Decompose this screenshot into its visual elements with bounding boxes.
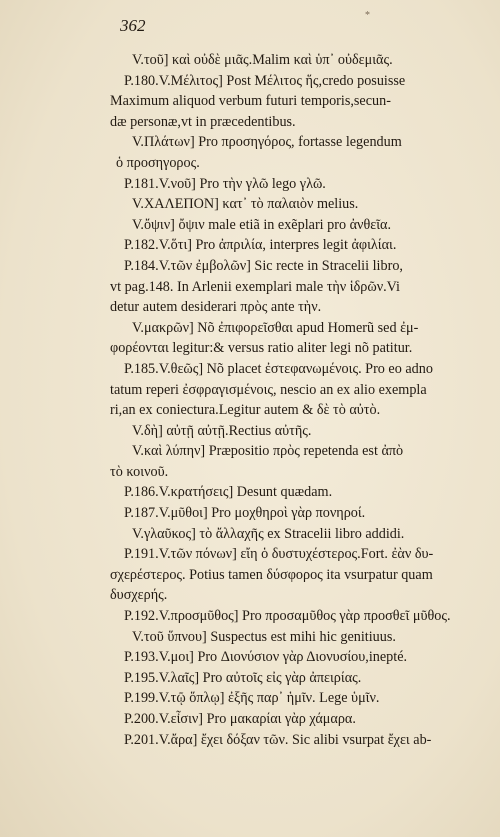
text-line: V.καὶ λύπην] Præpositio πρὸς repetenda est ἀπὸ bbox=[132, 443, 404, 460]
text-line: P.182.V.ὅτι] Pro ἀπριλία, interpres legit ἀφιλίαι. bbox=[124, 237, 397, 254]
text-line: dæ personæ,vt in præcedentibus. bbox=[110, 113, 296, 130]
corner-mark: * bbox=[365, 10, 370, 21]
text-line: P.195.V.λαῖς] Pro αὐτοῖς εἰς γὰρ ἀπειρίας. bbox=[124, 669, 362, 686]
text-line: V.μακρῶν] Nõ ἐπιφορεῖσθαι apud Homerũ sed ἐμ- bbox=[132, 319, 419, 336]
text-line: P.191.V.τῶν πόνων] εἴη ὁ δυστυχέστερος.Fort. ἐὰν δυ- bbox=[124, 546, 434, 563]
text-line: P.186.V.κρατήσεις] Desunt quædam. bbox=[124, 484, 333, 501]
annotation-text-block bbox=[110, 50, 470, 750]
page-number: 362 bbox=[120, 16, 146, 35]
text-line: V.ΧΑΛΕΠΟΝ] κατ᾽ τὸ παλαιὸν melius. bbox=[132, 196, 359, 213]
text-line: V.ὄψιν] ὄψιν male etiã in exẽplari pro ἀνθεῖα. bbox=[132, 216, 392, 233]
text-line: P.193.V.μοι] Pro Διονύσιον γὰρ Διονυσίου,inepté. bbox=[124, 649, 408, 666]
text-line: V.Πλάτων] Pro προσηγόρος, fortasse legendum bbox=[132, 134, 402, 151]
text-line: tatum reperi ἐσφραγισμένοις, nescio an ex alio exempla bbox=[110, 381, 427, 398]
text-line: Maximum aliquod verbum futuri temporis,secun- bbox=[110, 93, 391, 110]
text-line: V.τοῦ ὕπνου] Suspectus est mihi hic genitiuus. bbox=[132, 628, 396, 645]
text-line: V.δὴ] αὐτῇ αὐτῇ.Rectius αὐτῆς. bbox=[132, 422, 312, 439]
text-line: P.180.V.Μέλιτος] Post Μέλιτος ἥς,credo posuisse bbox=[124, 72, 406, 89]
text-line: V.γλαῦκος] τὸ ἄλλαχῆς ex Stracelii libro addidi. bbox=[132, 525, 405, 542]
text-line: δυσχερής. bbox=[110, 587, 168, 604]
text-line: P.200.V.εἶσιν] Pro μακαρίαι γὰρ χάμαρα. bbox=[124, 711, 356, 727]
text-line: P.187.V.μῦθοι] Pro μοχθηροὶ γὰρ πονηροί. bbox=[124, 505, 366, 522]
text-line: P.199.V.τῷ ὅπλῳ] ἐξῆς παρ᾽ ἡμῖν. Lege ὑμῖν. bbox=[124, 690, 380, 707]
text-line: P.201.V.ἄρα] ἔχει δόξαν τῶν. Sic alibi vsurpat ἔχει ab- bbox=[124, 731, 432, 748]
text-line: V.τοῦ] καὶ οὐδὲ μιᾶς.Malim καὶ ὑπ᾽ οὐδεμιᾶς. bbox=[132, 52, 393, 68]
text-line: ri,an ex coniectura.Legitur autem & δὲ τὸ αὐτὸ. bbox=[110, 402, 381, 419]
text-line: detur autem desiderari πρὸς ante τὴν. bbox=[110, 299, 322, 316]
text-line: ὁ προσηγορος. bbox=[116, 154, 200, 171]
text-line: P.184.V.τῶν ἐμβολῶν] Sic recte in Stracelii libro, bbox=[124, 257, 403, 274]
text-line: vt pag.148. In Arlenii exemplari male τὴν ἱδρῶν.Vi bbox=[110, 278, 400, 295]
text-line: φορέονται legitur:& versus ratio aliter legi nõ patitur. bbox=[110, 340, 413, 357]
text-line: τὸ κοινοῦ. bbox=[110, 463, 169, 480]
text-line: P.181.V.νοῦ] Pro τὴν γλῶ lego γλῶ. bbox=[124, 175, 326, 192]
text-line: P.185.V.θεῶς] Nõ placet ἐστεφανωμένοις. Pro eo adno bbox=[124, 360, 433, 377]
text-line: P.192.V.προσμῦθος] Pro προσαμῦθος γὰρ προσθεῖ μῦθος. bbox=[124, 608, 451, 625]
text-line: σχερέστερος. Potius tamen δύσφορος ita vsurpatur quam bbox=[110, 566, 433, 583]
